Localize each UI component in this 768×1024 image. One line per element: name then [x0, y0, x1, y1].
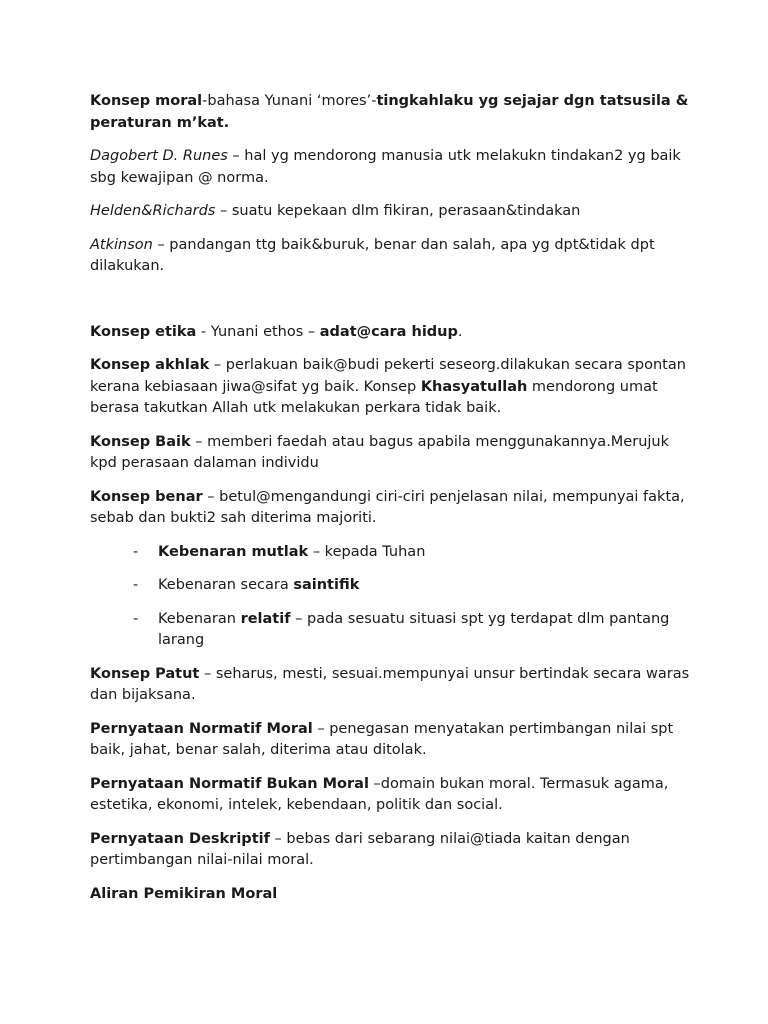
author-atkinson: Atkinson — [90, 236, 153, 253]
blank-line — [90, 290, 690, 322]
term-konsep-benar: Konsep benar — [90, 488, 203, 505]
text: – hal yg mendorong manusia utk melakukn tindakan2 yg baik sbg kewajipan @ norma. — [90, 148, 681, 186]
list-item — [90, 575, 690, 597]
text: – betul@mengandungi ciri-ciri penjelasan nilai, mempunyai fakta, sebab dan bukti2 sah diterima majoriti. — [90, 488, 685, 526]
text: – bebas dari sebarang nilai@tiada kaitan dengan pertimbangan nilai-nilai moral. — [90, 830, 630, 868]
term-normatif-moral: Pernyataan Normatif Moral — [90, 720, 313, 737]
paragraph-helden-richards — [90, 201, 690, 223]
text: – kepada Tuhan — [308, 543, 426, 560]
paragraph-normatif-bukan-moral — [90, 774, 690, 817]
term-konsep-baik: Konsep Baik — [90, 433, 191, 450]
paragraph-deskriptif — [90, 829, 690, 872]
list-item — [90, 609, 690, 652]
text: mendorong umat berasa takutkan Allah utk melakukan perkara tidak baik. — [90, 378, 658, 416]
term-konsep-etika: Konsep etika — [90, 323, 197, 340]
dash-bullet: - — [133, 543, 139, 560]
bold-text: adat@cara hidup — [319, 323, 458, 340]
paragraph-normatif-moral — [90, 719, 690, 762]
author-runes: Dagobert D. Runes — [90, 148, 228, 164]
term-deskriptif: Pernyataan Deskriptif — [90, 830, 270, 847]
paragraph-konsep-moral — [90, 91, 690, 134]
text: – pada sesuatu situasi spt yg terdapat dlm pantang larang — [158, 610, 670, 648]
paragraph-runes — [90, 146, 690, 189]
paragraph-konsep-patut — [90, 664, 690, 707]
paragraph-konsep-baik — [90, 432, 690, 475]
term-konsep-akhlak: Konsep akhlak — [90, 357, 210, 373]
document-page — [90, 91, 690, 917]
text: –domain bukan moral. Termasuk agama, estetika, ekonomi, intelek, kebendaan, politik dan social. — [90, 775, 669, 813]
heading-aliran-pemikiran-moral — [90, 884, 690, 906]
author-helden-richards: Helden&Richards — [90, 203, 216, 219]
text: Kebenaran secara — [158, 577, 294, 593]
term-konsep-moral: Konsep moral — [90, 93, 203, 109]
dash-bullet: - — [133, 610, 139, 627]
text: – penegasan menyatakan pertimbangan nilai spt baik, jahat, benar salah, diterima atau ditolak. — [90, 720, 674, 758]
bold-text: Kebenaran mutlak — [158, 543, 309, 560]
dash-bullet: - — [133, 577, 139, 593]
kebenaran-list — [90, 542, 690, 652]
text: - Yunani ethos – — [196, 323, 320, 340]
text: – pandangan ttg baik&buruk, benar dan salah, apa yg dpt&tidak dpt dilakukan. — [90, 236, 655, 274]
text: – memberi faedah atau bagus apabila menggunakannya.Merujuk kpd perasaan dalaman individu — [90, 433, 669, 471]
paragraph-atkinson — [90, 235, 690, 278]
bold-text: Khasyatullah — [420, 378, 528, 395]
list-item — [90, 542, 690, 564]
paragraph-konsep-benar — [90, 487, 690, 530]
text: Kebenaran — [158, 610, 241, 627]
text: – perlakuan baik@budi pekerti seseorg.dilakukan secara spontan kerana kebiasaan jiwa@sifat yg baik. Konsep — [90, 357, 686, 395]
text: – suatu kepekaan dlm fikiran, perasaan&tindakan — [215, 203, 581, 219]
paragraph-konsep-etika — [90, 322, 690, 344]
text: -bahasa Yunani ‘mores’- — [202, 93, 377, 109]
paragraph-konsep-akhlak — [90, 355, 690, 420]
term-konsep-patut: Konsep Patut — [90, 665, 200, 682]
bold-definition: tingkahlaku yg sejajar dgn tatsusila & peraturan m’kat. — [90, 93, 689, 131]
term-normatif-bukan-moral: Pernyataan Normatif Bukan Moral — [90, 775, 369, 792]
text: . — [457, 323, 463, 340]
text: – seharus, mesti, sesuai.mempunyai unsur bertindak secara waras dan bijaksana. — [90, 665, 690, 703]
section-heading: Aliran Pemikiran Moral — [90, 885, 278, 902]
bold-text: relatif — [240, 610, 291, 627]
bold-text: saintifik — [293, 577, 360, 593]
